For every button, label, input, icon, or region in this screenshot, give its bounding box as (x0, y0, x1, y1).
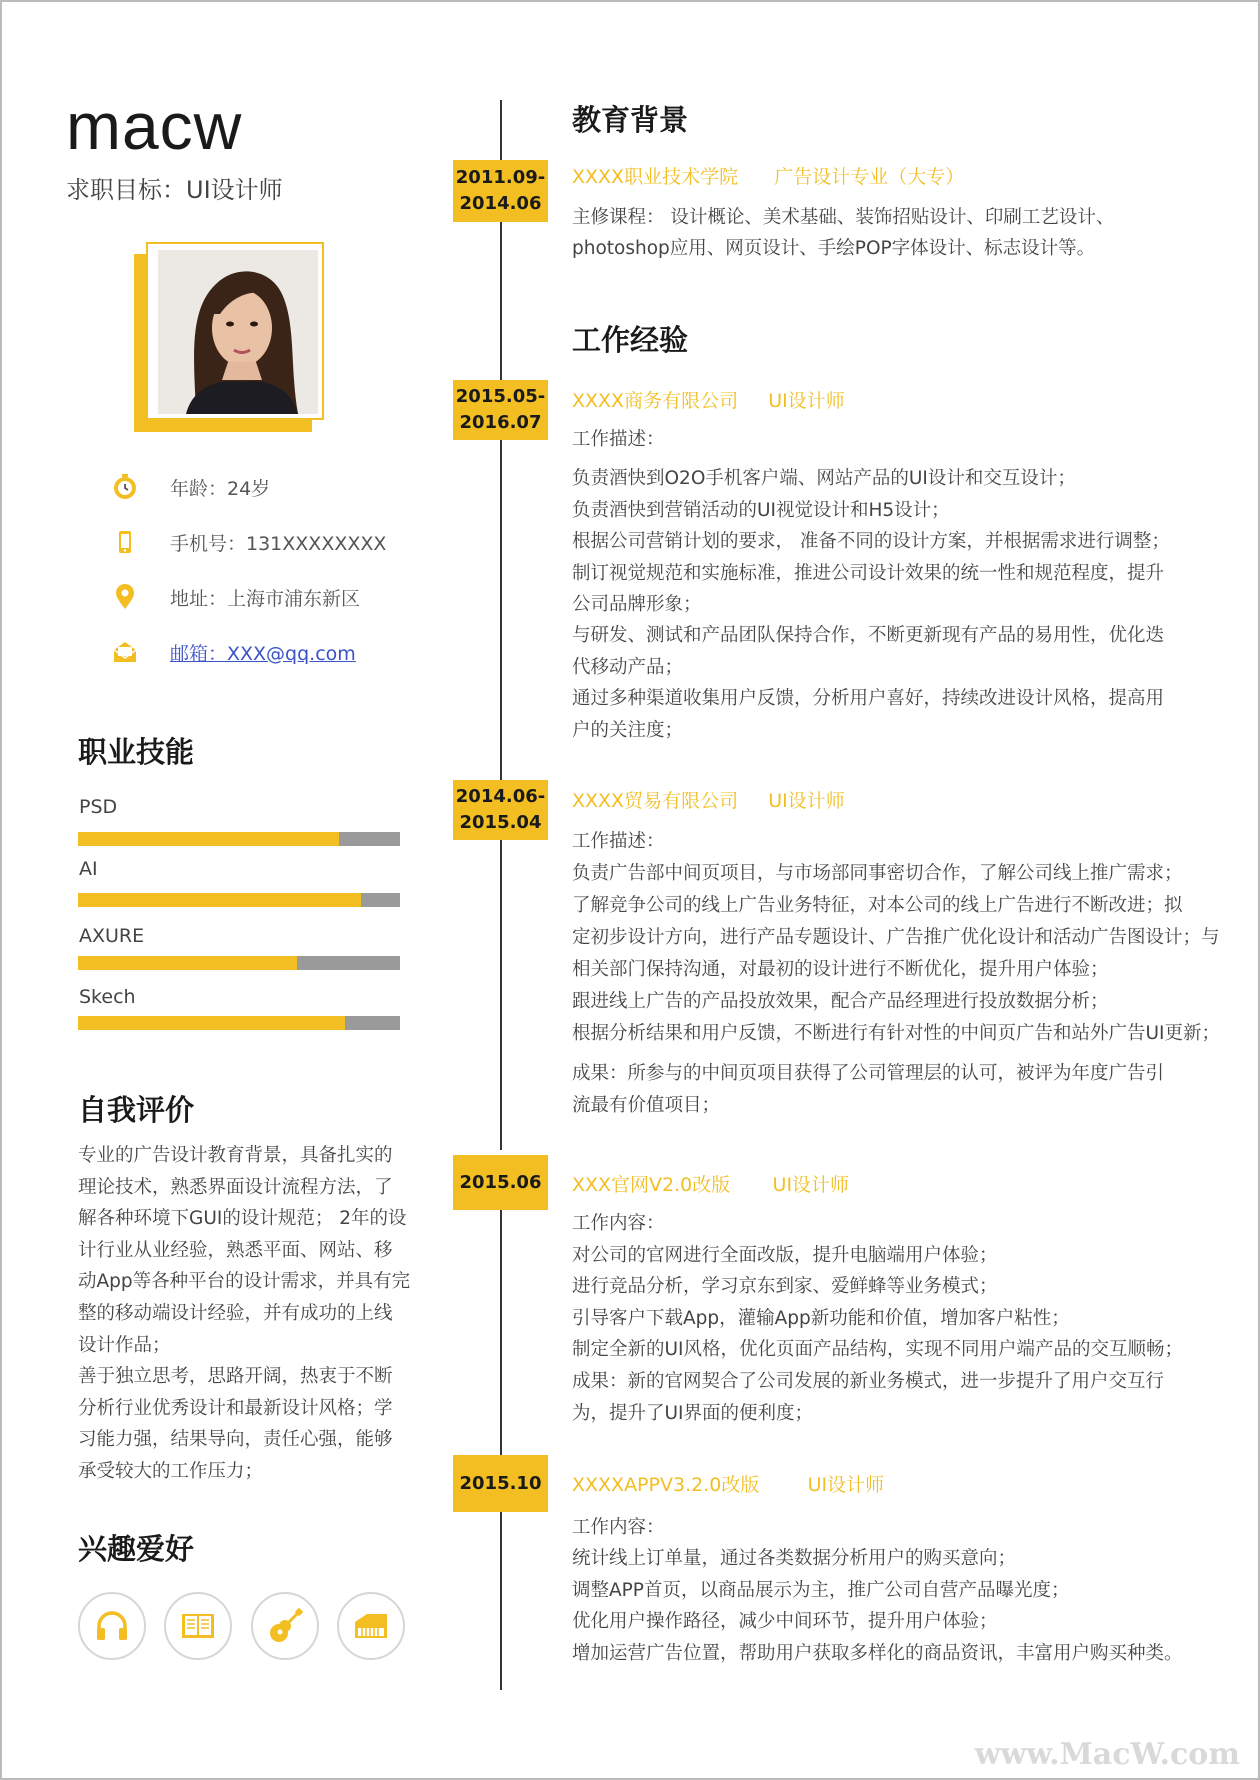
date-badge-work-4 (453, 1455, 548, 1512)
work-line: 了解竞争公司的线上广告业务特征，对本公司的线上广告进行不断改进；拟 (572, 895, 1183, 916)
timeline-line (500, 1512, 502, 1690)
date-end: 2014.06 (459, 193, 542, 214)
education-head: XXXX职业技术学院 广告设计专业（大专） (572, 166, 965, 188)
timeline-line (500, 100, 502, 162)
info-phone (110, 525, 386, 559)
date-badge-work-3 (453, 1155, 548, 1210)
portrait-image (158, 250, 318, 414)
work-line: 工作内容： (572, 1213, 665, 1234)
job-objective: 求职目标：UI设计师 (66, 176, 283, 204)
hobby-reading (164, 1592, 232, 1660)
location-pin-icon (110, 582, 140, 612)
skill-bar-ai (78, 893, 400, 907)
date-badge-education (453, 160, 548, 222)
self-eval-title: 自我评价 (78, 1093, 195, 1127)
date-end: 2016.07 (459, 412, 542, 433)
work-4-details (572, 1512, 1212, 1669)
mail-icon (110, 637, 140, 667)
work-3-head: XXX官网V2.0改版 UI设计师 (572, 1174, 850, 1196)
skill-label-skech: Skech (79, 986, 136, 1008)
skill-fill-skech (78, 1016, 345, 1030)
profile-photo (134, 242, 324, 434)
guitar-icon (259, 1600, 311, 1652)
hobby-music (78, 1592, 146, 1660)
work-line: 工作内容： (572, 1517, 665, 1538)
book-icon (172, 1600, 224, 1652)
skill-bar-axure (78, 956, 400, 970)
candidate-name: macw (66, 89, 243, 163)
self-eval-line: 解各种环境下GUI的设计规范； 2年的设 (78, 1208, 407, 1230)
watermark: www.MacW.com (974, 1737, 1240, 1772)
self-eval-line: 分析行业优秀设计和最新设计风格；学 (78, 1397, 393, 1419)
skill-fill-ai (78, 893, 361, 907)
course-line: 主修课程： 设计概论、美术基础、装饰招贴设计、印刷工艺设计、 (572, 207, 1115, 228)
work-line: 户的关注度； (572, 719, 684, 741)
work-line: 工作描述： (572, 429, 665, 450)
education-courses (572, 202, 1212, 264)
self-eval-line: 善于独立思考，思路开阔，热衷于不断 (78, 1366, 393, 1388)
work-line: 代移动产品； (572, 656, 684, 678)
self-eval-line: 理论技术，熟悉界面设计流程方法，了 (78, 1176, 393, 1198)
work-line: 成果：新的官网契合了公司发展的新业务模式，进一步提升了用户交互行 (572, 1370, 1165, 1392)
self-eval-line: 设计作品； (78, 1334, 171, 1356)
phone-icon (110, 527, 140, 557)
work-line: 进行竞品分析，学习京东到家、爱鲜蜂等业务模式； (572, 1276, 998, 1298)
work-4-head: XXXXAPPV3.2.0改版 UI设计师 (572, 1474, 885, 1496)
work-line: 负责酒快到O2O手机客户端、网站产品的UI设计和交互设计； (572, 468, 1076, 490)
info-email (110, 635, 356, 669)
age-text: 年龄：24岁 (170, 477, 271, 500)
work-line: 为，提升了UI界面的便利度； (572, 1402, 813, 1424)
skill-label-axure: AXURE (79, 925, 145, 947)
date-start: 2011.09- (455, 167, 546, 188)
work-line: 与研发、测试和产品团队保持合作，不断更新现有产品的易用性，优化迭 (572, 625, 1165, 647)
photo-frame (146, 242, 324, 420)
hobbies-title: 兴趣爱好 (78, 1532, 195, 1566)
work-1-head: XXXX商务有限公司 UI设计师 (572, 390, 845, 412)
skill-label-psd: PSD (79, 796, 118, 818)
work-2-head: XXXX贸易有限公司 UI设计师 (572, 790, 845, 812)
hobby-piano (337, 1592, 405, 1660)
self-eval-line: 计行业从业经验，熟悉平面、网站、移 (78, 1239, 393, 1261)
education-title: 教育背景 (572, 103, 689, 137)
timeline-line (500, 222, 502, 380)
work-line: 引导客户下载App，灌输App新功能和价值，增加客户粘性； (572, 1307, 1070, 1329)
headphones-icon (86, 1600, 138, 1652)
work-line: 流最有价值项目； (572, 1095, 721, 1116)
work-line: 负责广告部中间页项目，与市场部同事密切合作，了解公司线上推广需求； (572, 863, 1183, 884)
work-line: 优化用户操作路径，减少中间环节，提升用户体验； (572, 1611, 998, 1633)
phone-text: 手机号：131XXXXXXXX (170, 532, 387, 555)
date-badge-work-2 (453, 780, 548, 840)
self-eval-line: 动App等各种平台的设计需求，并具有完 (78, 1271, 411, 1293)
work-line: 增加运营广告位置，帮助用户获取多样化的商品资讯，丰富用户购买种类。 (572, 1642, 1183, 1664)
work-line: 相关部门保持沟通，对最初的设计进行不断优化，提升用户体验； (572, 959, 1109, 980)
work-line: 跟进线上广告的产品投放效果，配合产品经理进行投放数据分析； (572, 991, 1109, 1012)
self-eval-text (78, 1140, 423, 1488)
work-2-details (572, 826, 1220, 1122)
clock-icon (110, 472, 140, 502)
work-line: 根据分析结果和用户反馈，不断进行有针对性的中间页广告和站外广告UI更新； (572, 1023, 1220, 1044)
work-line: 公司品牌形象； (572, 594, 702, 616)
self-eval-line: 习能力强，结果导向，责任心强，能够 (78, 1429, 393, 1451)
self-eval-line: 专业的广告设计教育背景，具备扎实的 (78, 1145, 393, 1166)
skill-bar-psd (78, 832, 400, 846)
work-line: 根据公司营销计划的要求， 准备不同的设计方案，并根据需求进行调整； (572, 531, 1170, 553)
self-eval-line: 整的移动端设计经验，并有成功的上线 (78, 1302, 393, 1324)
date-start: 2014.06- (455, 786, 546, 807)
course-line: photoshop应用、网页设计、手绘POP字体设计、标志设计等。 (572, 238, 1096, 259)
skill-bar-skech (78, 1016, 400, 1030)
email-link[interactable]: 邮箱：XXX@qq.com (170, 642, 356, 665)
timeline-line (500, 440, 502, 780)
work-line: 成果：所参与的中间页项目获得了公司管理层的认可，被评为年度广告引 (572, 1063, 1165, 1084)
work-line: 定初步设计方向，进行产品专题设计、广告推广优化设计和活动广告图设计；与 (572, 927, 1220, 948)
skill-fill-axure (78, 956, 297, 970)
timeline-line (500, 1210, 502, 1455)
date-badge-work-1 (453, 380, 548, 440)
skill-fill-psd (78, 832, 339, 846)
timeline-line (500, 840, 502, 1150)
work-line: 调整APP首页，以商品展示为主，推广公司自营产品曝光度； (572, 1579, 1070, 1601)
work-line: 工作描述： (572, 831, 665, 852)
self-eval-line: 承受较大的工作压力； (78, 1460, 264, 1482)
work-1-details (572, 424, 1212, 746)
work-line: 负责酒快到营销活动的UI视觉设计和H5设计； (572, 499, 950, 521)
date-single: 2015.06 (459, 1171, 542, 1193)
work-line: 制定全新的UI风格，优化页面产品结构，实现不同用户端产品的交互顺畅； (572, 1339, 1183, 1361)
date-end: 2015.04 (459, 812, 542, 833)
date-single: 2015.10 (459, 1472, 542, 1494)
hobby-guitar (251, 1592, 319, 1660)
work-line: 对公司的官网进行全面改版，提升电脑端用户体验； (572, 1244, 998, 1266)
info-age (110, 470, 270, 504)
work-title: 工作经验 (572, 323, 689, 357)
date-start: 2015.05- (455, 386, 546, 407)
skill-label-ai: AI (79, 858, 98, 880)
work-line: 通过多种渠道收集用户反馈，分析用户喜好，持续改进设计风格，提高用 (572, 688, 1165, 710)
skills-title: 职业技能 (78, 735, 195, 769)
piano-icon (345, 1600, 397, 1652)
work-line: 统计线上订单量，通过各类数据分析用户的购买意向； (572, 1548, 1017, 1570)
work-3-details (572, 1208, 1212, 1429)
address-text: 地址：上海市浦东新区 (170, 587, 361, 610)
work-line: 制订视觉规范和实施标准，推进公司设计效果的统一性和规范程度，提升 (572, 562, 1165, 584)
info-address (110, 580, 360, 614)
